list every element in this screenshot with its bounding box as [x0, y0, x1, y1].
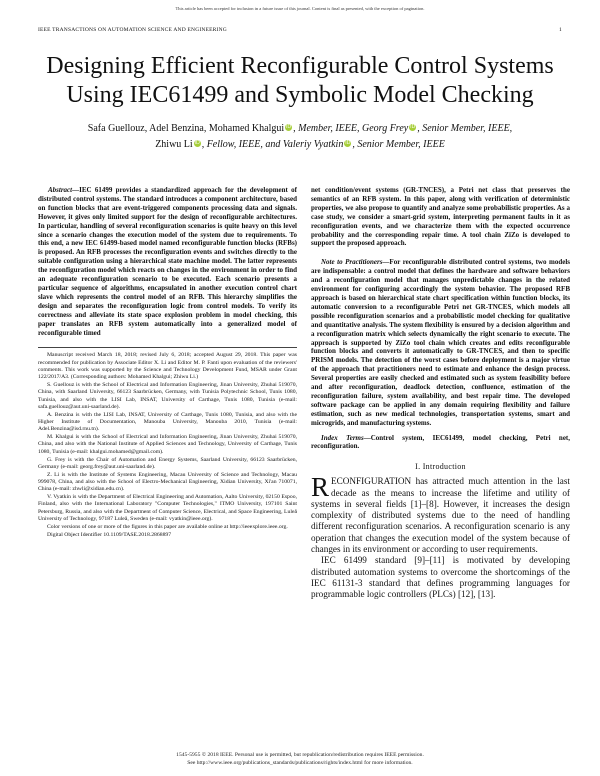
index-terms-label: Index Terms [321, 433, 364, 442]
note-label: Note to Practitioners [321, 258, 383, 267]
drop-cap: R [311, 472, 330, 503]
abstract-label: Abstract [48, 186, 73, 194]
orcid-icon[interactable]: iD [194, 140, 200, 146]
author-line-1 [40, 121, 560, 137]
doi-line[interactable]: Digital Object Identifier 10.1109/TASE.2018.2868897 [47, 531, 172, 538]
page-number: 1 [559, 27, 562, 33]
intro-paragraph: IEC 61499 standard [9]–[11] is motivated by developing distributed automation systems to overcome the shortcomings of the IEC 61131-3 standard that defines programming languages for programmable logic controllers (PLCs) [12], [13]. [311, 555, 570, 600]
footnote: A. Benzina is with the LISI Lab, INSAT, University of Carthage, Tunis 1080, Tunisia, and also with the Higher Institute of Documentation, Manouba University, Manouba 2010, Tunisia (e-mail: Adel.Benzina@isd.rnu.tn). [38, 411, 297, 433]
author-line-2 [40, 137, 560, 153]
abstract [38, 186, 297, 337]
authors-text: Zhiwu Li [155, 139, 193, 150]
footnote: Color versions of one or more of the figures in this paper are available online at http://ieeexplore.ieee.org. [47, 523, 288, 530]
footnote: S. Guellouz is with the School of Electrical and Information Engineering, Jinan University, Zhuhai 519070, China, with Saarland University, 66123 Saarbrücken, Germany, with Tunisia Polytechnic School, Tunis 1080, Tunisia, and also with the LISI Lab, INSAT, University of Carthage, Tunis 1080, Tunisia (e-mail: safa.guellouz@aut.uni-saarland.de). [38, 382, 297, 410]
copyright-footer [0, 752, 600, 767]
intro-paragraph [311, 472, 570, 555]
authors-text: Safa Guellouz, Adel Benzina, Mohamed Khalgui [87, 123, 285, 134]
copyright-line: 1545-5955 © 2018 IEEE. Personal use is permitted, but republication/redistribution requires IEEE permission. [176, 752, 424, 758]
footnote-divider [38, 347, 297, 348]
footnote: Manuscript received March 18, 2018; revised July 6, 2018; accepted August 29, 2018. This paper was recommended for publication by Associate Editor X. Li and Editor M. P. Fanti upon evaluation of the reviewers' comments. This work was supported by the Science and Technology Development Fund, MSAR under Grant 122/2017/A3. (Corresponding authors: Mohamed Khalgui; Zhiwu Li.) [38, 352, 297, 381]
orcid-icon[interactable]: iD [410, 124, 416, 130]
section-title: I. Introduction [415, 462, 466, 472]
note-text: —For reconfigurable distributed control systems, two models are indispensable: a control model that defines the hardware and software behaviors and a reconfiguration model that manages unpredictable changes in the related environment for configuring accordingly the system behavior. The proposed RFB approach is based on hierarchical state chart specification within function blocks, its automatic conversion to a reconfigurable Petri net GR-TNCES, which models all possible reconfiguration scenarios and a probabilistic model checking for qualitative and quantitative analysis. The system flexibility is ensured by a decision algorithm and a reconfiguration matrix which selects dynamically the right scenario to execute. The approach is supported by ZiZo tool chain which creates and edits reconfigurable function blocks and converts it automatically to GR-TNCES, and then to specific PRISM models. The detection of the worst cases before deployment is a major virtue of the approach that practitioners need to estimate and enhance the design process. Several properties are easily checked and estimated such as system feasibility before and after reconfiguration, deadlock detection, confluence, estimation of the reconfiguration failure, system availability, and best repair time. The developed software package can be applied in any domain requiring flexibility and failure estimation, such as new medical technologies, transportation systems, smart and microgrids, and manufacturing systems. [311, 258, 570, 427]
orcid-icon[interactable]: iD [345, 140, 351, 146]
footnotes [38, 352, 297, 538]
running-header [38, 27, 562, 33]
rights-link[interactable]: See http://www.ieee.org/publications_standards/publications/rights/index.html for more information. [187, 759, 413, 766]
introduction [311, 472, 570, 600]
authors-text: , Member, IEEE, Georg Frey [293, 123, 409, 134]
note-to-practitioners [311, 258, 570, 427]
abstract-text: —IEC 61499 provides a standardized approach for the development of distributed control systems. The standard introduces a component architecture, based on function blocks that are event-triggered components processing data and signals. However, it gives only limited support for the design of reconfigurable architectures. In particular, handling of several reconfiguration scenarios is quite heavy on this level since a scenario changes the execution model of the system due to requirements. To this end, a new IEC 61499-based model named reconfigurable function blocks (RFBs) is proposed. An RFB processes the reconfiguration events and switches directly to the suitable configuration using a hierarchical state machine model. The latter represents the reconfiguration model which reacts on changes in the environment in order to find an adequate reconfiguration scenario to be executed. Each scenario presents a particular sequence of algorithms, encapsulated in another execution control chart slave which represents the control model of an RFB. This hierarchy simplifies the design and separates the reconfiguration logic from control models. To verify its correctness and alleviate its state space explosion problem in model checking, this paper translates an RFB system automatically into a generalized model of reconfigurable timed [38, 186, 297, 337]
paper-title: Designing Efficient Reconfigurable Control Systems Using IEC61499 and Symbolic Model Checking [46, 53, 554, 108]
authors-text: , Senior Member, IEEE [352, 139, 445, 150]
footnote: V. Vyatkin is with the Department of Electrical Engineering and Automation, Aalto University, 02150 Espoo, Finland, also with the International Laboratory "Computer Technologies," ITMO University, 197101 Saint Petersburg, Russia, and also with the Department of Computer Science, Electrical, and Space Engineering, Luleå University of Technology, 97187 Luleå, Sweden (e-mail: vyatkin@ieee.org). [38, 494, 297, 522]
footnote: Z. Li is with the Institute of Systems Engineering, Macau University of Science and Technology, Macau 999078, China, and also with the School of Electro-Mechanical Engineering, Xidian University, Xi'an 710071, China (e-mail: zhwli@xidian.edu.cn). [38, 471, 297, 493]
left-column [38, 186, 297, 539]
authors-text: , Senior Member, IEEE, [417, 123, 513, 134]
index-terms-text: —Control system, IEC61499, model checking, Petri net, reconfiguration. [311, 433, 571, 451]
abstract-continued: net condition/event systems (GR-TNCES), a Petri net class that preserves the semantics of an RFB system. In this paper, along with verification of deterministic properties, we also propose to quantify and analyze some probabilistic properties. As a case study, we consider a smart-grid system, interpreting permanent faults in it as reconfiguration events, and we characterize them with the expected occurrence probability and the corresponding repair time. A tool chain ZiZo is developed to support the proposed approach. [311, 186, 570, 248]
footnote: M. Khalgui is with the School of Electrical and Information Engineering, Jinan University, Zhuhai 519070, China, and also with the National Institute of Applied Sciences and Technology, University of Carthage, Tunis 1080, Tunisia (e-mail: khalgui.mohamed@gmail.com). [38, 434, 297, 455]
authors-text: , Fellow, IEEE, and Valeriy Vyatkin [201, 139, 344, 150]
author-list [40, 121, 560, 153]
right-column [311, 186, 570, 601]
index-terms [311, 434, 570, 452]
intro-text: ECONFIGURATION has attracted much attention in the last decade as the means to increase the lifetime and utility of systems in several fields [1]–[8]. However, it increases the design complexity of distributed systems due to the need of handling different reconfiguration scenarios. A reconfiguration scenario is any operation that changes the execution model of the system because of changes in its environment or according to user requirements. [311, 476, 570, 555]
footnote: G. Frey is with the Chair of Automation and Energy Systems, Saarland University, 66123 Saarbrücken, Germany (e-mail: georg.frey@aut.uni-saarland.de). [38, 456, 297, 470]
orcid-icon[interactable]: iD [286, 124, 292, 130]
acceptance-notice: This article has been accepted for inclusion in a future issue of this journal. Content is final as presented, with the exception of pagination. [175, 6, 425, 11]
journal-name: IEEE TRANSACTIONS ON AUTOMATION SCIENCE AND ENGINEERING [38, 27, 227, 33]
